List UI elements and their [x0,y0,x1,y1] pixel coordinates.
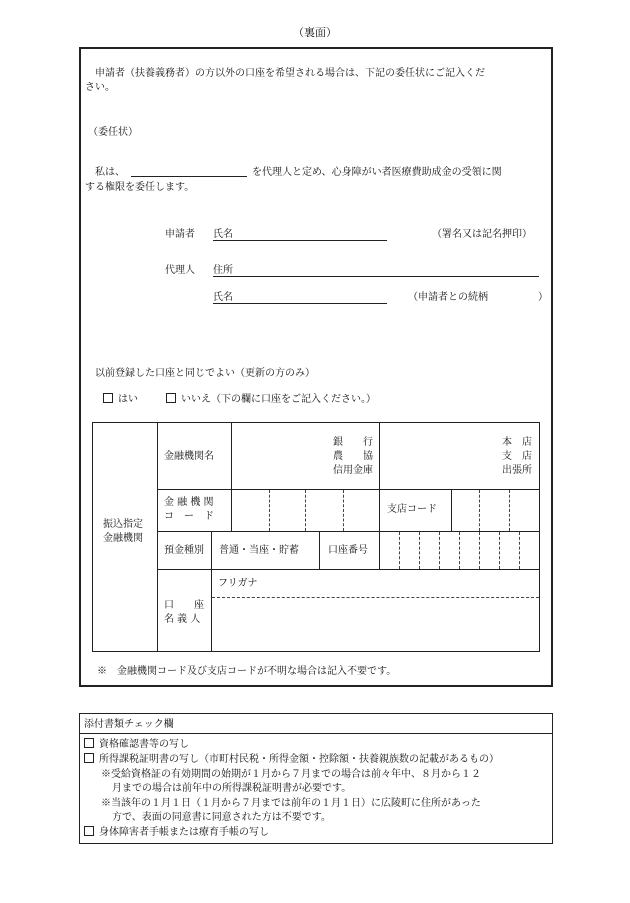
intro-line-2: さい。 [85,82,115,93]
checklist-checkbox-2[interactable] [84,753,94,763]
checklist-item-2-label: 所得課税証明書の写し（市町村民税・所得金額・控除額・扶養親族数の記載があるもの） [99,754,499,765]
deposit-type-options[interactable]: 普通・当座・貯蓄 [219,545,299,556]
checklist-note-1-line-1: ※受給資格証の有効期間の始期が１月から７月までの場合は前々年中、８月から１２ [101,769,481,780]
agent-name-label: 氏名 [213,292,233,303]
agent-address-label: 住所 [213,265,233,276]
bank-type-agri: 農 協 [333,451,373,462]
seal-note: （署名又は記名押印） [432,229,532,240]
footnote: ※ 金融機関コード及び支店コードが不明な場合は記入不要です。 [97,666,397,677]
institution-code-label-1: 金 融 機 関 [164,497,214,508]
checklist-item-3-label: 身体障害者手帳または療育手帳の写し [99,827,269,838]
checklist-note-2-line-1: ※当該年の１月１日（１月から７月までは前年の１月１日）に広陵町に住所があった [101,798,481,809]
applicant-name-label: 氏名 [213,229,233,240]
institution-code-label-2: コ ー ド [164,511,214,522]
holder-label-1: 口 座 [164,600,204,611]
agent-name-input[interactable] [213,290,387,304]
branch-type-main: 本 店 [502,437,532,448]
applicant-name-field[interactable] [213,227,387,241]
previous-account-no[interactable] [166,393,376,406]
holder-label-2: 名 義 人 [164,614,201,625]
checklist-item-2[interactable] [84,753,499,766]
checklist-title: 添付書類チェック欄 [84,719,174,730]
checklist-item-1[interactable] [84,738,189,751]
previous-account-question: 以前登録した口座と同じでよい（更新の方のみ） [95,368,315,379]
checklist-note-1-line-2: 月までの場合は前年中の所得課税証明書が必要です。 [112,783,352,794]
relation-close: ） [538,292,548,303]
institution-name-label: 金融機関名 [164,451,214,462]
account-number-label: 口座番号 [328,545,368,556]
no-label: いいえ（下の欄に口座をご記入ください。） [181,394,376,405]
agent-name-field[interactable] [131,164,247,177]
transfer-label-1: 振込指定 [103,519,143,530]
proxy-body-suffix: を代理人と定め、心身障がい者医療費助成金の受領に関 [252,167,502,178]
checklist-checkbox-1[interactable] [84,738,94,748]
checklist-item-3[interactable] [84,826,269,839]
bank-type-credit: 信用金庫 [333,465,373,476]
branch-type-branch: 支 店 [502,451,532,462]
checklist-checkbox-3[interactable] [84,826,94,836]
furigana-label: フリガナ [218,578,258,589]
page-title: （裏面） [293,26,337,39]
intro-line-1: 申請者（扶養義務者）の方以外の口座を希望される場合は、下記の委任状にご記入くだ [95,68,485,79]
applicant-label: 申請者 [165,229,195,240]
checklist-item-1-label: 資格確認書等の写し [99,739,189,750]
no-checkbox[interactable] [166,393,176,403]
yes-label: はい [118,394,138,405]
agent-label: 代理人 [165,265,195,276]
proxy-body-prefix: 私は、 [95,167,125,178]
bank-type-bank: 銀 行 [333,437,373,448]
agent-address-field[interactable] [213,263,539,277]
previous-account-yes[interactable] [103,393,138,406]
proxy-heading: （委任状） [88,127,138,138]
transfer-label-2: 金融機関 [103,533,143,544]
branch-code-label: 支店コード [387,504,437,515]
deposit-type-label: 預金種別 [164,545,204,556]
branch-type-office: 出張所 [502,465,532,476]
proxy-body-line-2: する権限を委任します。 [85,182,195,193]
checklist-note-2-line-2: 方で、表面の同意書に同意された方は不要です。 [112,812,331,823]
relation-open: （申請者との続柄 [408,292,488,303]
yes-checkbox[interactable] [103,393,113,403]
